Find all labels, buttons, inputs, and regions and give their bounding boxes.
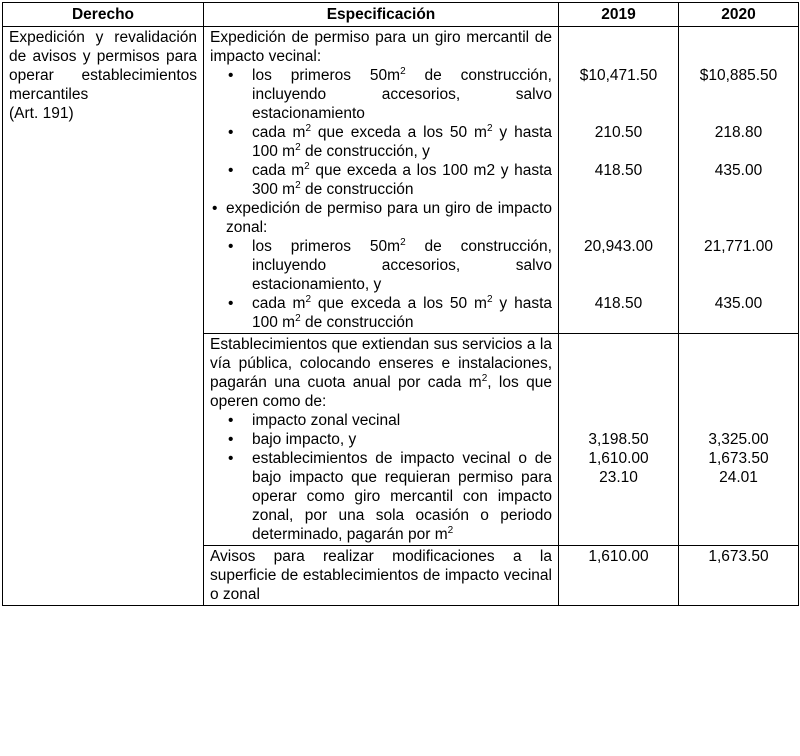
header-2019: 2019: [559, 3, 679, 27]
value-cell: 418.50: [594, 162, 643, 179]
value-cell: 435.00: [714, 162, 763, 179]
header-row: [3, 3, 799, 27]
value-cell: 3,325.00: [708, 431, 769, 448]
value-cell: 435.00: [714, 295, 763, 312]
list-item: • los primeros $50m^2$ de construcción, incluyendo accesorios, salvo estacionamiento: [252, 66, 552, 123]
header-especificacion: Especificación: [204, 3, 559, 27]
spec-cell-via-publica: [204, 334, 559, 546]
value-cell: 418.50: [594, 295, 643, 312]
zonal-items-list: [210, 237, 552, 332]
values-2020-via-publica: [679, 334, 799, 546]
value-cell: 1,673.50: [679, 546, 799, 606]
list-item: • establecimientos de impacto vecinal o de bajo impacto que requieran permiso para operar como giro mercantil con impacto zonal, por una sola ocasión o periodo determinado, pagarán por $m^2$: [252, 449, 552, 544]
section1-list: [210, 66, 552, 199]
value-cell: $10,885.50: [699, 67, 778, 84]
value-cell: 3,198.50: [588, 431, 649, 448]
value-cell: 1,673.50: [708, 450, 769, 467]
header-derecho: Derecho: [3, 3, 204, 27]
value-cell: $10,471.50: [579, 67, 658, 84]
table-row-permisos: [3, 27, 799, 334]
value-cell: 218.80: [714, 124, 763, 141]
header-2020: 2020: [679, 3, 799, 27]
value-cell: 24.01: [719, 469, 758, 486]
values-2019-via-publica: [559, 334, 679, 546]
derecho-article: (Art. 191): [9, 105, 74, 122]
derecho-cell: [3, 27, 204, 606]
values-2019-permisos: [559, 27, 679, 334]
spec-cell-avisos: Avisos para realizar modificaciones a la superficie de establecimientos de impacto vecinal o zonal: [204, 546, 559, 606]
spec-cell-permisos: [204, 27, 559, 334]
section2-list: [210, 411, 552, 544]
list-item: • los primeros $50m^2$ de construcción, incluyendo accesorios, salvo estacionamiento, y: [252, 237, 552, 294]
value-cell: 1,610.00: [588, 450, 649, 467]
values-2020-permisos: [679, 27, 799, 334]
value-cell: 1,610.00: [559, 546, 679, 606]
section2-intro: Establecimientos que extiendan sus servicios a la vía pública, colocando enseres e instalaciones, pagarán una cuota anual por cada $m^2$, los que operen como de:: [210, 336, 552, 410]
value-cell: 20,943.00: [584, 238, 653, 255]
list-item: • impacto zonal vecinal: [252, 411, 552, 430]
derecho-text: Expedición y revalidación de avisos y permisos para operar establecimientos mercantiles: [9, 29, 197, 103]
value-cell: 210.50: [594, 124, 643, 141]
list-item: • cada $m^2$ que exceda a los 100 m2 y hasta 300 $m^2$ de construcción: [252, 161, 552, 199]
zonal-intro: • expedición de permiso para un giro de impacto zonal:: [226, 199, 552, 237]
section1-intro: Expedición de permiso para un giro mercantil de impacto vecinal:: [210, 29, 552, 65]
list-item: • cada $m^2$ que exceda a los 50 $m^2$ y hasta 100 $m^2$ de construcción, y: [252, 123, 552, 161]
value-cell: 23.10: [599, 469, 638, 486]
zonal-list: [210, 199, 552, 237]
list-item: • bajo impacto, y: [252, 430, 552, 449]
value-cell: 21,771.00: [704, 238, 773, 255]
fees-table: [2, 2, 799, 606]
list-item: • cada $m^2$ que exceda a los 50 $m^2$ y hasta 100 $m^2$ de construcción: [252, 294, 552, 332]
